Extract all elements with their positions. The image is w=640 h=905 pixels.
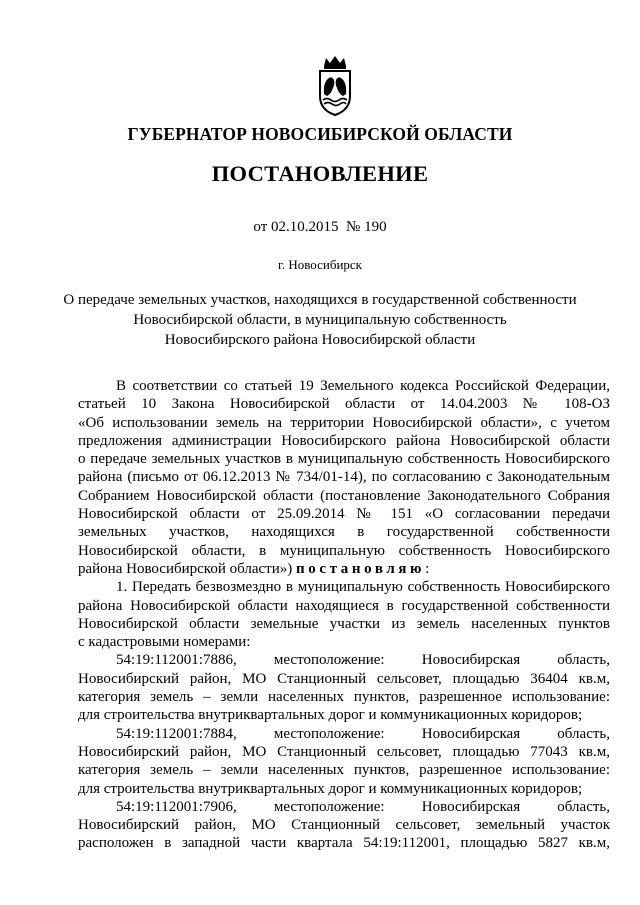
body-line-decree — [78, 560, 610, 578]
body-line: Новосибирский район, МО Станционный сельсовет, земельный участок — [78, 817, 610, 834]
title-line: О передаче земельных участков, находящихся в государственной собственности — [63, 292, 577, 308]
body-line: «Об использовании земель на территории Новосибирской области», с учетом — [78, 414, 610, 431]
body-line: для строительства внутриквартальных дорог и коммуникационных коридоров; — [78, 707, 583, 724]
body-line: статьей 10 Закона Новосибирской области от 14.04.2003 № 108-ОЗ — [78, 396, 610, 413]
body-line: о передаче земельных участков в муниципальную собственность Новосибирского — [78, 451, 610, 468]
date-number-line — [0, 219, 640, 236]
decree-colon: : — [425, 560, 430, 577]
body-line: категория земель – земли населенных пунктов, разрешенное использование: — [78, 762, 610, 779]
date-prefix: от — [253, 219, 268, 235]
body-line: Новосибирский район, МО Станционный сельсовет, площадью 77043 кв.м, — [78, 743, 610, 760]
body-line: В соответствии со статьей 19 Земельного кодекса Российской Федерации, — [116, 378, 610, 394]
body-line: 1. Передать безвозмездно в муниципальную собственность Новосибирского — [116, 579, 610, 596]
body-line: Новосибирской области от 25.09.2014 № 151 «О согласовании передачи — [78, 506, 610, 523]
title-line: Новосибирской области, в муниципальную собственность — [133, 312, 507, 328]
body-line: земельных участков, находящихся в государственной собственности — [78, 524, 610, 541]
authority-heading: ГУБЕРНАТОР НОВОСИБИРСКОЙ ОБЛАСТИ — [127, 124, 513, 144]
body-line: с кадастровыми номерами: — [78, 634, 251, 651]
body-line: района Новосибирской области находящиеся в государственной собственности — [78, 597, 610, 614]
body-line: 54:19:112001:7886, местоположение: Новосибирская область, — [116, 652, 610, 669]
body-line: Новосибирской области земельные участки из земель населенных пунктов — [78, 615, 610, 632]
body-line: категория земель – земли населенных пунктов, разрешенное использование: — [78, 689, 610, 706]
document-type-heading: ПОСТАНОВЛЕНИЕ — [211, 161, 429, 186]
body-line: Новосибирской области, в муниципальную собственность Новосибирского — [78, 542, 610, 559]
document-title — [0, 290, 640, 350]
body-line: Новосибирский район, МО Станционный сельсовет, площадью 36404 кв.м, — [78, 670, 610, 687]
title-line: Новосибирского района Новосибирской области — [164, 332, 476, 348]
body-line: района (письмо от 06.12.2013 № 734/01-14), по согласованию с Законодательным — [78, 469, 610, 486]
body-line: 54:19:112001:7884, местоположение: Новосибирская область, — [116, 725, 610, 742]
document-body — [78, 377, 610, 853]
body-line: для строительства внутриквартальных дорог и коммуникационных коридоров; — [78, 780, 583, 797]
body-line: 54:19:112001:7906, местоположение: Новосибирская область, — [116, 798, 610, 815]
number-prefix: № — [346, 219, 361, 235]
body-line: предложения администрации Новосибирского района Новосибирской области — [78, 432, 610, 449]
coat-of-arms-icon — [314, 54, 356, 118]
document-date: 02.10.2015 — [271, 219, 339, 235]
body-line-text: района Новосибирской области») — [78, 560, 293, 577]
body-line: расположен в западной части квартала 54:19:112001, площадью 5827 кв.м, — [78, 835, 610, 852]
body-line: Собранием Новосибирской области (постановление Законодательного Собрания — [78, 487, 610, 504]
document-number: 190 — [364, 219, 387, 235]
decree-word: постановляю — [296, 560, 426, 577]
city-label: г. Новосибирск — [277, 257, 362, 272]
